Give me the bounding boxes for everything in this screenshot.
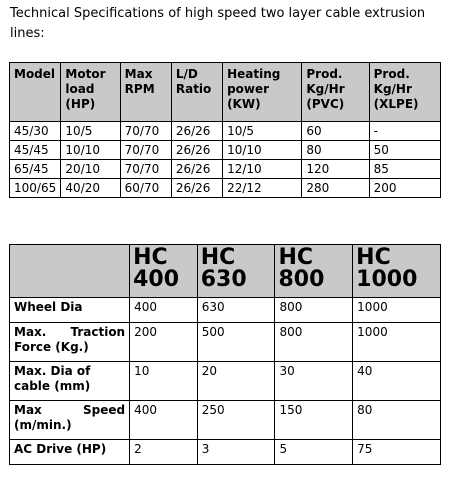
model-label: HC 400 [133,245,180,292]
table-cell: 22/12 [223,179,302,198]
table-cell: 80 [302,141,369,160]
table-cell: 40 [353,362,441,401]
header-cell: Heating power (KW) [223,63,302,122]
hc-capstan-table [9,244,441,465]
extrusion-spec-table [9,62,441,198]
table-row [10,179,441,198]
header-cell: Motor load (HP) [61,63,120,122]
table-cell: 60 [302,122,369,141]
row-header: AC Drive (HP) [10,440,130,465]
table-cell: 630 [197,298,275,323]
table-cell: 5 [275,440,353,465]
header-cell: Prod. Kg/Hr (XLPE) [369,63,440,122]
table-cell: 80 [353,401,441,440]
header-cell: Max RPM [120,63,171,122]
table-cell: 400 [130,298,198,323]
table-cell: 200 [130,323,198,362]
table-cell: 60/70 [120,179,171,198]
table-cell: 2 [130,440,198,465]
table-cell: 10/5 [61,122,120,141]
table-cell: 26/26 [171,160,222,179]
table-cell: 30 [275,362,353,401]
table-cell: 10 [130,362,198,401]
header-cell [353,245,441,298]
table-cell: 70/70 [120,160,171,179]
table-header-row [10,63,441,122]
table-cell: 3 [197,440,275,465]
table-cell: 45/45 [10,141,61,160]
table-cell: 500 [197,323,275,362]
table-cell: 280 [302,179,369,198]
table-row [10,160,441,179]
table-cell: 150 [275,401,353,440]
table-cell: 1000 [353,298,441,323]
table-cell: 400 [130,401,198,440]
row-header: Max. Dia of cable (mm) [10,362,130,401]
row-header: Max Speed (m/min.) [10,401,130,440]
table-cell: 800 [275,323,353,362]
model-label: HC 800 [278,245,325,292]
table-cell: 10/10 [61,141,120,160]
table-cell: 1000 [353,323,441,362]
header-cell [197,245,275,298]
table-row [10,122,441,141]
table-header-row [10,245,441,298]
row-header: Max. Traction Force (Kg.) [10,323,130,362]
header-cell [275,245,353,298]
table-cell: 250 [197,401,275,440]
table-cell: 100/65 [10,179,61,198]
model-label: HC 1000 [356,245,418,292]
table-cell: 12/10 [223,160,302,179]
table-cell: 50 [369,141,440,160]
table-cell: 800 [275,298,353,323]
header-cell [130,245,198,298]
table-row [10,141,441,160]
table-cell: 75 [353,440,441,465]
table-cell: 70/70 [120,122,171,141]
table-row [10,323,441,362]
table-cell: 200 [369,179,440,198]
table-cell: 20 [197,362,275,401]
table-cell: 26/26 [171,122,222,141]
model-label: HC 630 [200,245,247,292]
table-cell: 70/70 [120,141,171,160]
header-cell: Prod. Kg/Hr (PVC) [302,63,369,122]
table-cell: - [369,122,440,141]
table-row [10,362,441,401]
header-cell [10,245,130,298]
row-header: Wheel Dia [10,298,130,323]
table-cell: 45/30 [10,122,61,141]
table-cell: 85 [369,160,440,179]
table-cell: 10/10 [223,141,302,160]
table-row [10,440,441,465]
table-cell: 40/20 [61,179,120,198]
header-cell: Model [10,63,61,122]
table-cell: 120 [302,160,369,179]
table-row [10,298,441,323]
page-title: Technical Specifications of high speed two layer cable extrusion lines: [10,6,426,41]
table-cell: 20/10 [61,160,120,179]
table-cell: 65/45 [10,160,61,179]
table-cell: 26/26 [171,141,222,160]
table-cell: 26/26 [171,179,222,198]
table-cell: 10/5 [223,122,302,141]
table-row [10,401,441,440]
header-cell: L/D Ratio [171,63,222,122]
